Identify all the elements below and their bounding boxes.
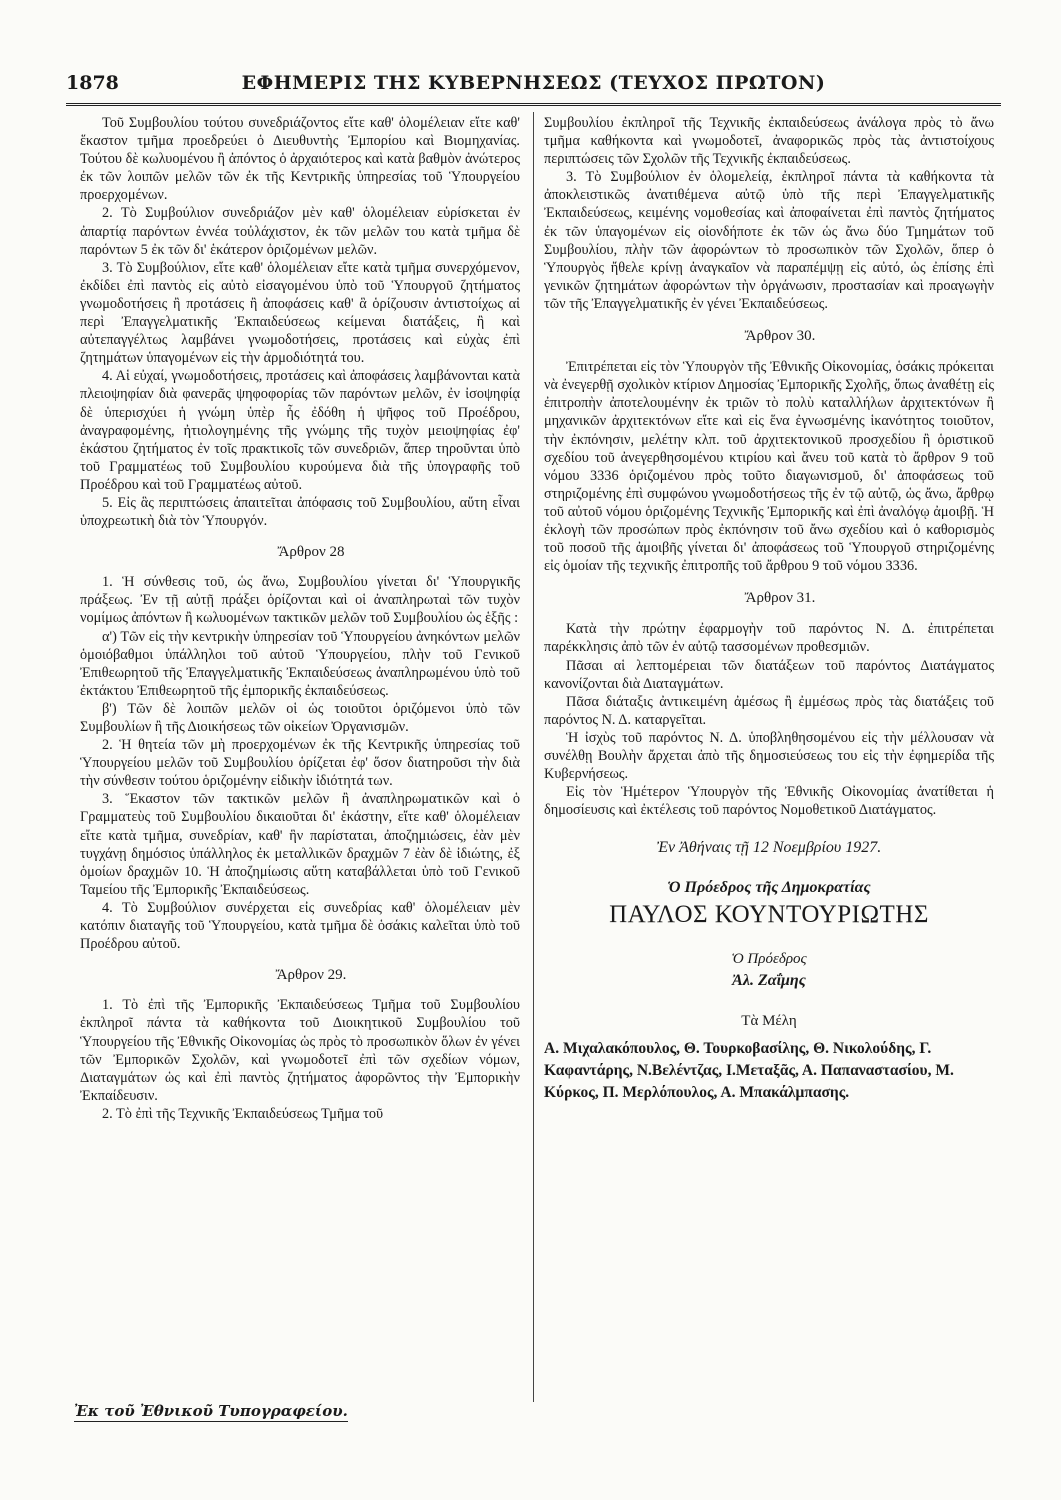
paragraph: Ἐπιτρέπεται εἰς τὸν Ὑπουργὸν τῆς Ἐθνικῆς Οἰκονομίας, ὁσάκις πρόκειται νὰ ἐνεγερθῇ σχολικὸν κτίριον Δημοσίας Ἐμπορικῆς Σχολῆς, ὅπως ἀναθέτῃ εἰς ἐπιτροπὴν ἀποτελουμένην ἐκ τριῶν τὸ πολὺ καταλλήλων ἀρχιτεκτόνων ἢ μηχανικῶν ἀρχιτεκτόνων εἴτε καὶ εἰς ἕνα ἐγνωσμένης ἱκανότητος τοιοῦτον, τὴν ἐκπόνησιν, μελέτην κλπ. τοῦ ἀρχιτεκτονικοῦ προσχεδίου ἢ ὁριστικοῦ σχεδίου τοῦ ἀνεγερθησομένου κτιρίου καὶ ἄνευ τοῦ κατὰ τὸ ἄρθρον 9 τοῦ νόμου 3336 ὁριζομένου πρὸς τοῦτο διαγωνισμοῦ, δι' ἀποφάσεως τοῦ στηριζομένης ἐπὶ συμφώνου γνωμοδοτήσεως τῆς ἐν τῷ αὐτῷ, ὡς ἄνω, ἄρθρῳ τοῦ αὐτοῦ νόμου ὁριζομένης Τεχνικῆς Ἐμπορικῆς καὶ ἐπὶ ἀναλόγῳ ἀμοιβῇ. Ἡ ἐκλογὴ τῶν προσώπων πρὸς ἐκπόνησιν τοῦ ἄνω σχεδίου καὶ ὁ καθορισμὸς τοῦ ποσοῦ τῆς ἀμοιβῆς γίνεται δι' ἀποφάσεως τοῦ Ὑπουργοῦ στηριζομένης εἰς ὁμοίαν τῆς τεχνικῆς ἐπιτροπῆς τοῦ ἄρθρου 9 τοῦ νόμου 3336.: [544, 359, 994, 575]
paragraph: α') Τῶν εἰς τὴν κεντρικὴν ὑπηρεσίαν τοῦ Ὑπουργείου ἀνηκόντων μελῶν ὁμοιόβαθμοι ὑπάλληλοι τοῦ αὐτοῦ Ὑπουργείου, πλὴν τοῦ Γενικοῦ Ἐπιθεωρητοῦ τῆς Ἐπαγγελματικῆς Ἐκπαιδεύσεως ἀναπληρωμένου ὑπὸ τοῦ ἐκτάκτου Ἐπιθεωρητοῦ τῆς ἐμπορικῆς ἐκπαιδεύσεως.: [80, 628, 520, 699]
article-31-heading: Ἄρθρον 31.: [744, 590, 816, 607]
president-title: Ὁ Πρόεδρος τῆς Δημοκρατίας: [667, 879, 871, 897]
paragraph: Ἡ ἰσχὺς τοῦ παρόντος Ν. Δ. ὑποβληθησομένου εἰς τὴν μέλλουσαν νὰ συνέλθῃ Βουλὴν ἄρχεται ἀπὸ τῆς δημοσιεύσεως του εἰς τὴν ἐφημερίδα τῆς Κυβερνήσεως.: [544, 729, 994, 783]
paragraph: Πᾶσα διάταξις ἀντικειμένη ἀμέσως ἢ ἐμμέσως πρὸς τὰς διατάξεις τοῦ παρόντος Ν. Δ. καταργεῖται.: [544, 693, 994, 728]
chair-name: Ἀλ. Ζαΐμης: [732, 971, 806, 989]
chair-title: Ὁ Πρόεδρος: [731, 950, 807, 967]
paragraph: Εἰς τὸν Ἡμέτερον Ὑπουργὸν τῆς Ἐθνικῆς Οἰκονομίας ἀνατίθεται ἡ δημοσίευσις καὶ ἐκτέλεσις τοῦ παρόντος Νομοθετικοῦ Διατάγματος.: [544, 784, 994, 819]
paragraph: Συμβουλίου ἐκπληροῖ τῆς Τεχνικῆς ἐκπαιδεύσεως ἀνάλογα πρὸς τὸ ἄνω τμῆμα καθήκοντα καὶ γνωμοδοτεῖ, ἀναφορικῶς πρὸς τὰς ἀντιστοίχους περιπτώσεις τῶν Σχολῶν τῆς Τεχνικῆς ἐκπαιδεύσεως.: [544, 115, 994, 168]
paragraph: 4. Τὸ Συμβούλιον συνέρχεται εἰς συνεδρίας καθ' ὁλομέλειαν μὲν κατόπιν διαταγῆς τοῦ Ὑπουργείου, κατὰ τμῆμα δὲ ὁσάκις καλεῖται ὑπὸ τοῦ Προέδρου αὐτοῦ.: [80, 899, 520, 953]
running-title: ΕΦΗΜΕΡΙΣ ΤΗΣ ΚΥΒΕΡΝΗΣΕΩΣ (ΤΕΥΧΟΣ ΠΡΩΤΟΝ): [241, 72, 826, 94]
left-column: [80, 114, 520, 1123]
header-rule: [66, 103, 1001, 106]
page-number: 1878: [66, 72, 119, 94]
column-divider: [533, 112, 534, 1402]
paragraph: 3. Τὸ Συμβούλιον, εἴτε καθ' ὁλομέλειαν εἴτε κατὰ τμῆμα συνερχόμενον, ἐκδίδει ἐπὶ παντὸς εἰς αὐτὸ εἰσαγομένου ὑπὸ τοῦ Ὑπουργοῦ ζητήματος γνωμοδοτήσεις ἢ προτάσεις ἢ ἀποφάσεις καθ' ἃ ὁρίζουσιν ἀντιστοίχως αἱ περὶ Ἐπαγγελματικῆς Ἐκπαιδεύσεως κείμεναι διατάξεις, ἢ καὶ αὐτεπαγγέλτως λαμβάνει γνωμοδοτήσεις, προτάσεις καὶ εὐχὰς ἐπὶ ζητημάτων ὑπαγομένων εἰς τὴν ἁρμοδιότητά του.: [80, 259, 520, 367]
paragraph: Κατὰ τὴν πρώτην ἐφαρμογὴν τοῦ παρόντος Ν. Δ. ἐπιτρέπεται παρέκκλησις ἀπὸ τῶν ἐν αὐτῷ τασσομένων προθεσμιῶν.: [544, 621, 994, 656]
paragraph: β') Τῶν δὲ λοιπῶν μελῶν οἱ ὡς τοιοῦτοι ὁριζόμενοι ὑπὸ τῶν Συμβουλίων ἢ τῆς Διοικήσεως τῶν οἰκείων Ὀργανισμῶν.: [80, 700, 520, 735]
paragraph: 5. Εἰς ἃς περιπτώσεις ἀπαιτεῖται ἀπόφασις τοῦ Συμβουλίου, αὕτη εἶναι ὑποχρεωτικὴ διὰ τὸν Ὑπουργόν.: [80, 494, 520, 530]
paragraph: 2. Τὸ ἐπὶ τῆς Τεχνικῆς Ἐκπαιδεύσεως Τμῆμα τοῦ: [102, 1105, 384, 1122]
right-column: [544, 114, 994, 1104]
date-line: Ἐν Ἀθήναις τῇ 12 Νοεμβρίου 1927.: [656, 839, 882, 857]
article-29-heading: Ἄρθρον 29.: [275, 967, 347, 984]
members-list: Α. Μιχαλακόπουλος, Θ. Τουρκοβασίλης, Θ. Νικολούδης, Γ. Καφαντάρης, Ν.Βελέντζας, Ι.Μεταξᾶς, Α. Παπαναστασίου, Μ. Κύρκος, Π. Μερλόπουλος, Α. Μπακάλμπασης.: [544, 1039, 954, 1101]
paragraph: 2. Τὸ Συμβούλιον συνεδριάζον μὲν καθ' ὁλομέλειαν εὑρίσκεται ἐν ἀπαρτίᾳ παρόντων ἐννέα τοὐλάχιστον, ἐκ τῶν μελῶν του κατὰ τμῆμα δὲ παρόντων 5 ἐκ τῶν δι' ἑκάτερον ὁριζομένων μελῶν.: [80, 205, 520, 258]
president-name: ΠΑΥΛΟΣ ΚΟΥΝΤΟΥΡΙΩΤΗΣ: [609, 900, 929, 928]
paragraph: 1. Τὸ ἐπὶ τῆς Ἐμπορικῆς Ἐκπαιδεύσεως Τμῆμα τοῦ Συμβουλίου ἐκπληροῖ πάντα τὰ καθήκοντα τοῦ Διοικητικοῦ Συμβουλίου τοῦ Ὑπουργείου τῆς Ἐθνικῆς Οἰκονομίας ὡς πρὸς τὸ προσωπικὸν ὅλων ἐν γένει τῶν Ἐμπορικῶν Σχολῶν, καὶ γνωμοδοτεῖ ἐπὶ τῶν σχεδίων νόμων, Διαταγμάτων ὡς καὶ ἐπὶ παντὸς ζητήματος ἀφορῶντος τὴν Ἐμπορικὴν Ἐκπαίδευσιν.: [80, 997, 520, 1104]
paragraph: Τοῦ Συμβουλίου τούτου συνεδριάζοντος εἴτε καθ' ὁλομέλειαν εἴτε καθ' ἕκαστον τμῆμα προεδρεύει ὁ Διευθυντὴς Ἐμπορίου καὶ Βιομηχανίας. Τούτου δὲ κωλυομένου ἢ ἀπόντος ὁ ἀρχαιότερος καὶ κατὰ βαθμὸν ἀνώτερος ἐκ τῶν λοιπῶν μελῶν τῶν ἐκ τῆς Κεντρικῆς ὑπηρεσίας τοῦ Ὑπουργείου προερχομένων.: [80, 115, 520, 204]
members-title: Τὰ Μέλη: [741, 1012, 797, 1029]
signature-block: [544, 839, 994, 1104]
paragraph: 3. Τὸ Συμβούλιον ἐν ὁλομελείᾳ, ἐκπληροῖ πάντα τὰ καθήκοντα τὰ ἀποκλειστικῶς ἀνατιθέμενα αὐτῷ ὑπὸ τῆς περὶ Ἐπαγγελματικῆς Ἐκπαιδεύσεως, κειμένης νομοθεσίας καὶ ἀποφαίνεται ἐπὶ παντὸς ζητήματος ἐκ τῶν ὑπαγομένων εἰς οἱονδήποτε ἐκ τῶν ὡς ἄνω δύο Τμημάτων τοῦ Συμβουλίου, πλὴν τῶν ἀφορώντων τὸ προσωπικὸν τῶν Σχολῶν, ὅπερ ὁ Ὑπουργὸς ἤθελε κρίνῃ ἀναγκαῖον νὰ παραπέμψῃ εἰς αὐτό, ὡς ἐπίσης ἐπὶ γενικῶν ζητημάτων ἀφορώντων τὴν ὀργάνωσιν, προστασίαν καὶ προαγωγὴν τῶν τῆς Ἐπαγγελματικῆς ἐν γένει Ἐκπαιδεύσεως.: [544, 169, 994, 312]
article-30-heading: Ἄρθρον 30.: [744, 328, 816, 345]
paragraph: Πᾶσαι αἱ λεπτομέρειαι τῶν διατάξεων τοῦ παρόντος Διατάγματος κανονίζονται διὰ Διαταγμάτων.: [544, 657, 994, 692]
page-header: [66, 66, 1001, 100]
article-28-heading: Ἄρθρον 28: [277, 544, 345, 561]
paragraph: 4. Αἱ εὐχαί, γνωμοδοτήσεις, προτάσεις καὶ ἀποφάσεις λαμβάνονται κατὰ πλειοψηφίαν διὰ φανερᾶς ψηφοφορίας τῶν παρόντων μελῶν, ἐν ἰσοψηφίᾳ δὲ ὑπερισχύει ἡ γνώμη ὑπὲρ ἧς ἐδόθη ἡ ψῆφος τοῦ Προέδρου, ἀναγραφομένης, ἠτιολογημένης τῆς γνώμης τῆς τυχὸν μειοψηφίας ἐφ' ἑκάστου ζητήματος ἐν τοῖς πρακτικοῖς τῶν συνεδριῶν, ἅπερ τηροῦνται ὑπὸ τοῦ Γραμματέως τοῦ Συμβουλίου κυρούμενα διὰ τῆς ὑπογραφῆς τοῦ Προέδρου καὶ τοῦ Γραμματέως αὐτοῦ.: [80, 368, 520, 493]
paragraph: 1. Ἡ σύνθεσις τοῦ, ὡς ἄνω, Συμβουλίου γίνεται δι' Ὑπουργικῆς πράξεως. Ἐν τῇ αὐτῇ πράξει ὁρίζονται καὶ οἱ ἀναπληρωταὶ τῶν τυχὸν νομίμως ἀπόντων ἢ κωλυομένων τακτικῶν μελῶν τοῦ Συμβουλίου ὡς ἑξῆς :: [80, 574, 520, 627]
paragraph: 2. Ἡ θητεία τῶν μὴ προερχομένων ἐκ τῆς Κεντρικῆς ὑπηρεσίας τοῦ Ὑπουργείου μελῶν τοῦ Συμβουλίου ὁρίζεται ἐφ' ὅσον διατηροῦσι τὴν διὰ τὴν σύνθεσιν τούτου ὁριζομένην εἰδικὴν ἰδιότητά των.: [80, 737, 520, 790]
paragraph: 3. Ἕκαστον τῶν τακτικῶν μελῶν ἢ ἀναπληρωματικῶν καὶ ὁ Γραμματεὺς τοῦ Συμβουλίου δικαιοῦται δι' ἑκάστην, εἴτε καθ' ὁλομέλειαν εἴτε κατὰ τμῆμα, συνεδρίαν, καθ' ἣν παρίσταται, ἀποζημιώσεις, ἐὰν μὲν τυγχάνῃ δημόσιος ὑπάλληλος ἐκ μεταλλικῶν δραχμῶν 7 ἐὰν δὲ ἰδιώτης, ἐξ ὁμοίων δραχμῶν 10. Ἡ ἀποζημίωσις αὕτη καταβάλλεται ὑπὸ τοῦ Γενικοῦ Ταμείου τῆς Ἐμπορικῆς Ἐκπαιδεύσεως.: [80, 791, 520, 898]
printer-imprint: Ἐκ τοῦ Ἐθνικοῦ Τυπογραφείου.: [74, 1402, 348, 1420]
